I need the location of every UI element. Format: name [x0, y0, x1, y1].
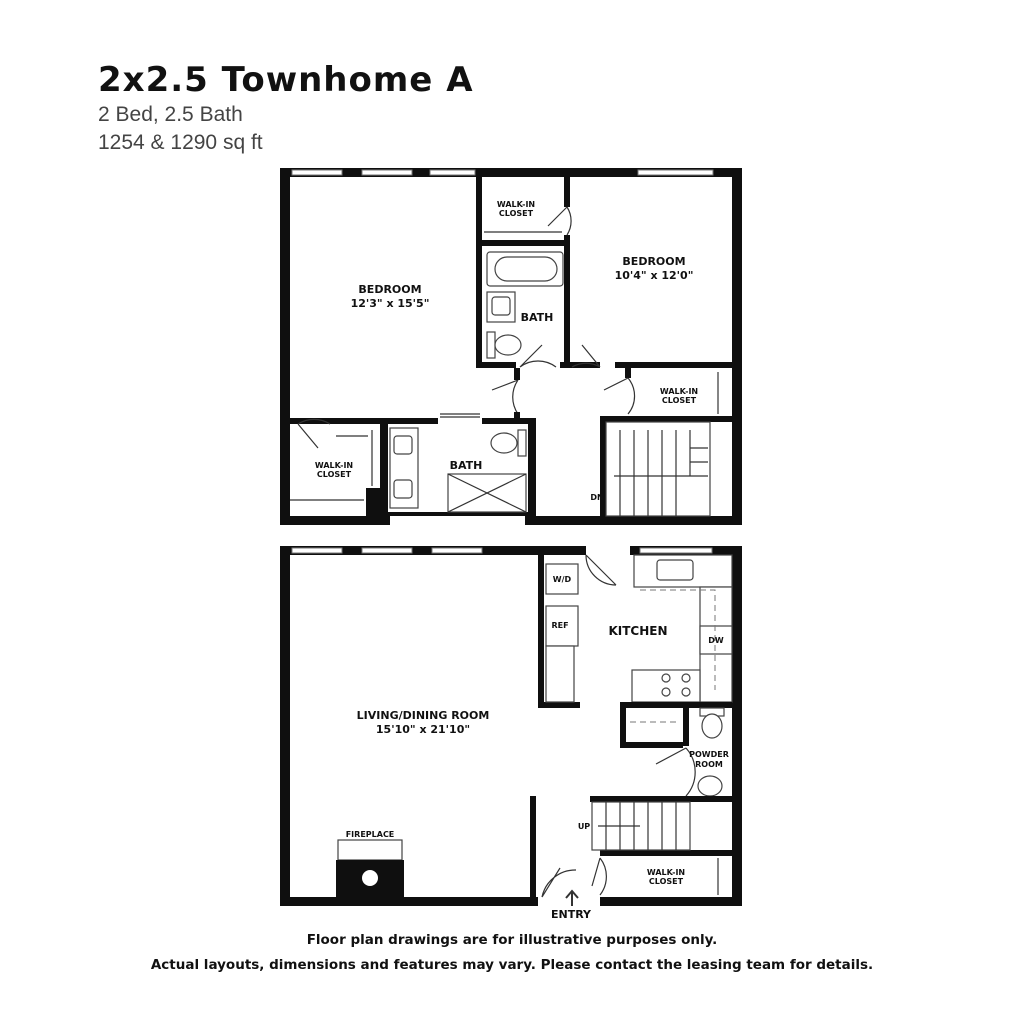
toilet-tank — [487, 332, 495, 358]
wall — [482, 418, 536, 424]
burner — [682, 688, 690, 696]
plan-title: 2x2.5 Townhome A — [98, 60, 474, 100]
window — [292, 548, 342, 553]
powder-room-label: POWDER — [689, 750, 729, 759]
burner — [682, 674, 690, 682]
door-swing — [548, 207, 571, 235]
window — [640, 548, 712, 553]
stairs-up — [592, 802, 690, 850]
wall — [388, 418, 438, 424]
wall — [476, 240, 568, 246]
fireplace-label: FIREPLACE — [345, 830, 395, 839]
wall — [380, 418, 388, 516]
living-room-label: LIVING/DINING ROOM — [356, 709, 490, 722]
wall — [600, 416, 735, 422]
dishwasher-label: DW — [708, 636, 724, 645]
window — [292, 170, 342, 175]
wall — [476, 362, 516, 368]
wall — [525, 516, 742, 525]
wall — [280, 897, 538, 906]
burner — [662, 674, 670, 682]
disclaimer-line-2: Actual layouts, dimensions and features may vary. Please contact the leasing team for details. — [150, 957, 874, 973]
window — [430, 170, 475, 175]
closet-2-label: WALK-IN — [659, 387, 699, 396]
wall — [280, 516, 390, 525]
wall — [620, 702, 732, 708]
washer-dryer-label: W/D — [552, 575, 572, 584]
wall — [620, 708, 626, 748]
wall — [528, 418, 536, 524]
wall — [564, 235, 570, 367]
stair-area — [606, 422, 710, 516]
window — [362, 548, 412, 553]
refrigerator-label: REF — [551, 621, 569, 630]
upper-floor — [280, 168, 742, 525]
wall — [514, 368, 520, 380]
entry-label: ENTRY — [550, 908, 592, 921]
bedroom-2-size: 10'4" x 12'0" — [614, 269, 694, 282]
wall — [280, 546, 290, 906]
living-room-size: 15'10" x 21'10" — [375, 723, 471, 736]
stairs-down — [606, 422, 710, 516]
bedroom-1-label: BEDROOM — [358, 283, 422, 296]
stairs-up-label: UP — [577, 822, 591, 831]
pantry — [546, 646, 574, 702]
wall — [615, 362, 735, 368]
toilet — [702, 714, 722, 738]
closet-1-label: WALK-IN — [496, 200, 536, 209]
sink — [492, 297, 510, 315]
powder-room-label: ROOM — [695, 760, 723, 769]
wall — [530, 796, 536, 897]
wall — [538, 702, 580, 708]
wall — [600, 897, 742, 906]
wall — [625, 368, 631, 378]
entry-arrow-icon — [566, 891, 578, 906]
toilet — [491, 433, 517, 453]
bath-2-label: BATH — [449, 459, 483, 472]
wall — [600, 850, 740, 856]
kitchen-sink — [657, 560, 693, 580]
door-swing — [520, 345, 556, 367]
wall — [626, 742, 683, 748]
sink — [394, 436, 412, 454]
window — [362, 170, 412, 175]
bath-1-label: BATH — [520, 311, 554, 324]
window — [638, 170, 713, 175]
bedroom-1-size: 12'3" x 15'5" — [350, 297, 430, 310]
wall — [732, 168, 742, 525]
disclaimer-line-1: Floor plan drawings are for illustrative purposes only. — [306, 932, 718, 948]
wall — [366, 488, 380, 516]
closet-label: WALK-IN — [646, 868, 686, 877]
burner — [662, 688, 670, 696]
wall — [280, 168, 290, 525]
bedroom-2-label: BEDROOM — [622, 255, 686, 268]
kitchen-label: KITCHEN — [608, 624, 668, 638]
stairs-down-label: DN — [590, 493, 604, 502]
door-swing — [604, 378, 635, 414]
fireplace-hearth — [338, 840, 402, 860]
door-swing — [586, 555, 616, 585]
toilet — [495, 335, 521, 355]
closet-3-label: WALK-IN — [314, 461, 354, 470]
wall — [476, 177, 482, 367]
wall — [538, 555, 544, 707]
square-footage: 1254 & 1290 sq ft — [98, 131, 263, 154]
powder-sink — [698, 776, 722, 796]
fireplace-opening — [362, 870, 378, 886]
closet-3-label: CLOSET — [316, 470, 352, 479]
wall — [590, 796, 740, 802]
toilet-tank — [518, 430, 526, 456]
wall — [288, 418, 380, 424]
sink — [394, 480, 412, 498]
window — [432, 548, 482, 553]
bathtub-basin — [495, 257, 557, 281]
lower-floor — [280, 546, 742, 921]
closet-1-label: CLOSET — [498, 209, 534, 218]
closet-label: CLOSET — [648, 877, 684, 886]
door-swing — [592, 858, 606, 895]
wall — [683, 708, 689, 746]
wall — [564, 177, 570, 207]
closet-2-label: CLOSET — [661, 396, 697, 405]
door-swing — [492, 380, 518, 414]
bed-bath-count: 2 Bed, 2.5 Bath — [98, 103, 243, 126]
